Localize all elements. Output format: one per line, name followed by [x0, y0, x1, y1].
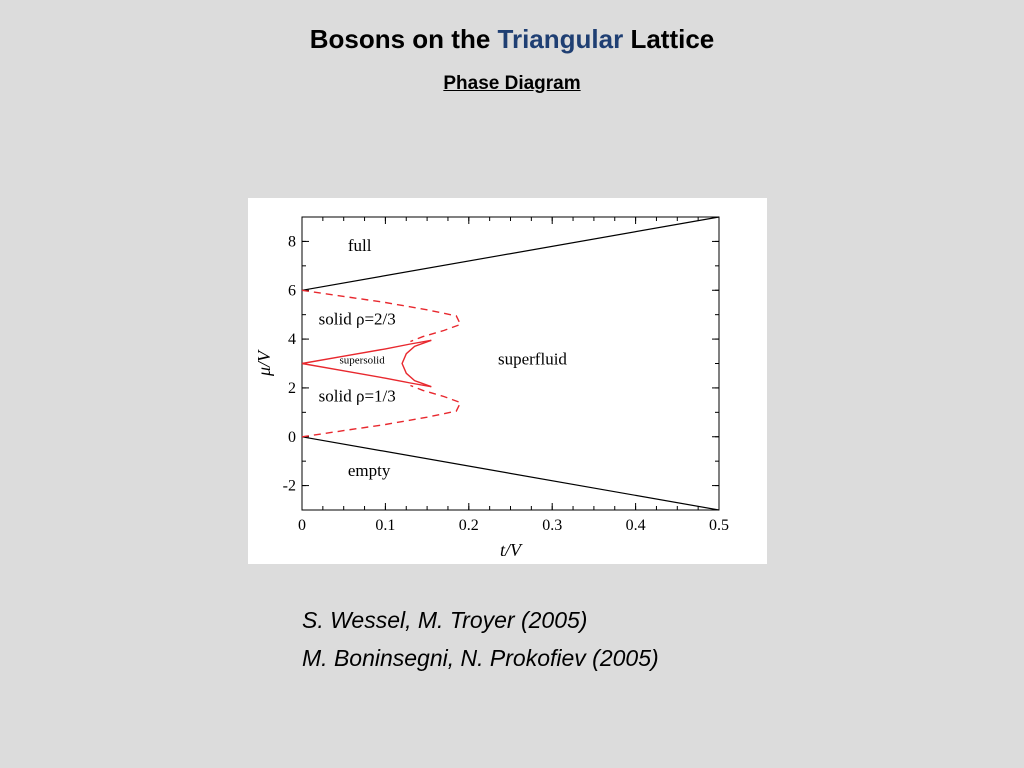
phase-label: full [347, 236, 372, 256]
y-tick-label: 6 [288, 282, 296, 300]
phase-label: solid ρ=1/3 [318, 386, 396, 406]
slide-title [0, 24, 1024, 55]
phase-diagram-figure [248, 198, 767, 564]
x-axis-label: t/V [500, 540, 521, 560]
series-line-6 [302, 364, 431, 387]
title-prefix: Bosons on the [309, 24, 498, 54]
y-tick-label: 2 [288, 379, 296, 397]
reference-2: M. Boninsegni, N. Prokofiev (2005) [302, 645, 659, 671]
y-tick-label: -2 [282, 477, 296, 495]
slide-subtitle: Phase Diagram [443, 73, 581, 94]
title-accent-word: Triangular [497, 24, 624, 54]
x-tick-label: 0.1 [375, 517, 396, 534]
x-tick-label: 0.4 [625, 517, 646, 534]
y-axis-label: μ/V [254, 350, 274, 377]
reference-1: S. Wessel, M. Troyer (2005) [302, 607, 588, 633]
x-tick-label: 0.2 [458, 517, 479, 534]
x-tick-label: 0 [298, 517, 306, 534]
phase-label: superfluid [497, 349, 567, 369]
phase-label: empty [347, 460, 391, 480]
y-tick-label: 4 [288, 331, 296, 349]
series-line-7 [402, 340, 431, 386]
x-tick-label: 0.3 [542, 517, 563, 534]
x-tick-label: 0.5 [709, 517, 729, 534]
y-tick-label: 0 [288, 428, 296, 446]
phase-diagram-chart [248, 198, 767, 564]
y-tick-label: 8 [288, 233, 296, 251]
phase-label: supersolid [339, 354, 385, 367]
title-suffix: Lattice [623, 24, 715, 54]
references [302, 601, 659, 677]
phase-label: solid ρ=2/3 [318, 309, 396, 329]
